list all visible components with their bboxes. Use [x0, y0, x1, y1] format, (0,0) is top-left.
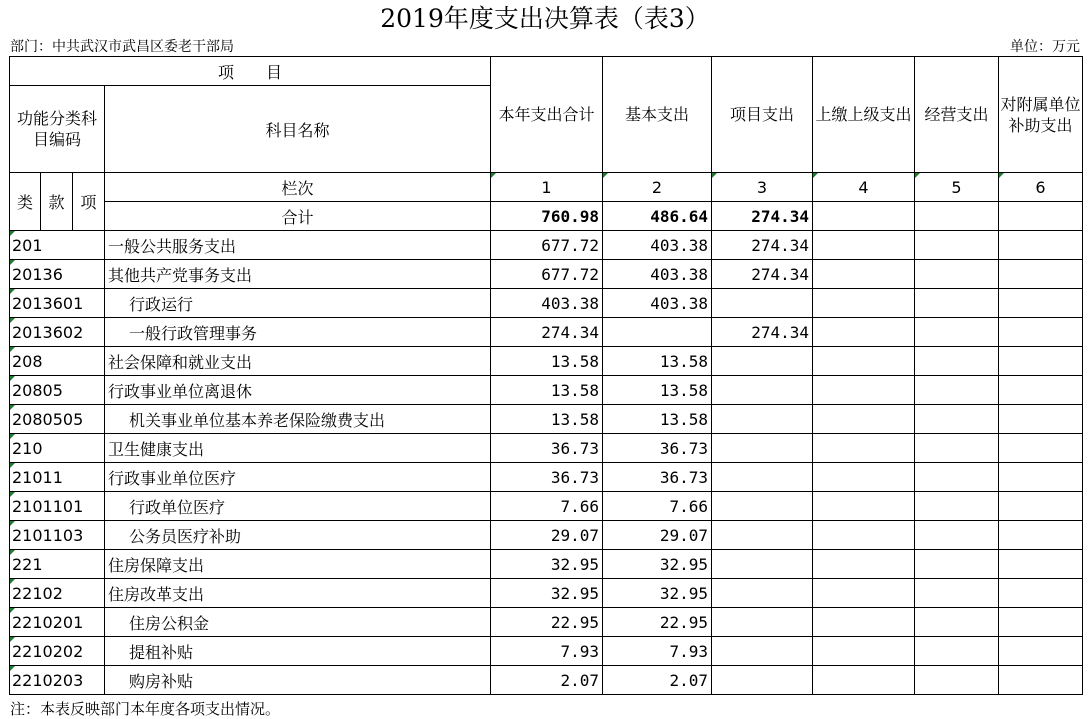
row-col4 — [813, 579, 915, 608]
header-col1: 本年支出合计 — [491, 57, 603, 173]
row-subject-name: 提租补贴 — [105, 637, 491, 666]
row-col4 — [813, 231, 915, 260]
row-col6 — [999, 318, 1083, 347]
row-code: 21011 — [10, 463, 105, 492]
row-col5 — [915, 376, 999, 405]
row-col4 — [813, 289, 915, 318]
col-number-1: 1 — [491, 173, 603, 202]
header-xiang: 项 — [73, 173, 105, 231]
row-subject-name: 机关事业单位基本养老保险缴费支出 — [105, 405, 491, 434]
row-col4 — [813, 260, 915, 289]
row-code: 2080505 — [10, 405, 105, 434]
row-col4 — [813, 405, 915, 434]
table-row — [10, 637, 1083, 666]
header-col5: 经营支出 — [915, 57, 999, 173]
header-kuan: 款 — [41, 173, 73, 231]
row-project — [712, 289, 813, 318]
header-subject-name: 科目名称 — [105, 86, 491, 173]
row-basic: 13.58 — [603, 405, 712, 434]
row-project — [712, 550, 813, 579]
row-col5 — [915, 521, 999, 550]
row-col6 — [999, 666, 1083, 695]
row-code: 2013601 — [10, 289, 105, 318]
row-col5 — [915, 260, 999, 289]
row-subject-name: 一般行政管理事务 — [105, 318, 491, 347]
total-row — [10, 202, 1083, 231]
row-col6 — [999, 347, 1083, 376]
row-col4 — [813, 318, 915, 347]
total-basic: 486.64 — [603, 202, 712, 231]
header-lanci: 栏次 — [105, 173, 491, 202]
row-total: 677.72 — [491, 231, 603, 260]
table-row — [10, 550, 1083, 579]
table-row — [10, 463, 1083, 492]
row-total: 677.72 — [491, 260, 603, 289]
row-col4 — [813, 521, 915, 550]
row-col5 — [915, 637, 999, 666]
row-total: 13.58 — [491, 376, 603, 405]
row-project — [712, 463, 813, 492]
report-title: 2019年度支出决算表（表3） — [380, 4, 710, 33]
row-project: 274.34 — [712, 260, 813, 289]
row-code: 2101103 — [10, 521, 105, 550]
table-row — [10, 492, 1083, 521]
row-basic: 7.66 — [603, 492, 712, 521]
row-col5 — [915, 608, 999, 637]
row-total: 7.93 — [491, 637, 603, 666]
total-label: 合计 — [105, 202, 491, 231]
row-project: 274.34 — [712, 231, 813, 260]
row-subject-name: 公务员医疗补助 — [105, 521, 491, 550]
row-col4 — [813, 376, 915, 405]
table-row — [10, 521, 1083, 550]
header-col6: 对附属单位补助支出 — [999, 57, 1083, 173]
row-code: 2101101 — [10, 492, 105, 521]
row-total: 36.73 — [491, 463, 603, 492]
row-subject-name: 一般公共服务支出 — [105, 231, 491, 260]
row-subject-name: 卫生健康支出 — [105, 434, 491, 463]
table-row — [10, 434, 1083, 463]
row-total: 13.58 — [491, 405, 603, 434]
row-col6 — [999, 260, 1083, 289]
row-col4 — [813, 666, 915, 695]
row-subject-name: 住房公积金 — [105, 608, 491, 637]
row-basic: 32.95 — [603, 550, 712, 579]
row-total: 403.38 — [491, 289, 603, 318]
row-col6 — [999, 434, 1083, 463]
header-func-code: 功能分类科目编码 — [10, 86, 105, 173]
row-subject-name: 住房保障支出 — [105, 550, 491, 579]
row-project — [712, 347, 813, 376]
row-col6 — [999, 550, 1083, 579]
row-total: 29.07 — [491, 521, 603, 550]
row-col4 — [813, 434, 915, 463]
row-col6 — [999, 608, 1083, 637]
row-basic: 32.95 — [603, 579, 712, 608]
footnote: 注：本表反映部门本年度各项支出情况。 — [10, 700, 281, 718]
row-project — [712, 492, 813, 521]
department-label: 部门：中共武汉市武昌区委老干部局 — [10, 39, 234, 55]
row-basic — [603, 318, 712, 347]
row-code: 2210203 — [10, 666, 105, 695]
unit-label: 单位：万元 — [1010, 39, 1080, 55]
row-col4 — [813, 347, 915, 376]
row-subject-name: 住房改革支出 — [105, 579, 491, 608]
row-col6 — [999, 376, 1083, 405]
row-code: 2210201 — [10, 608, 105, 637]
row-project — [712, 521, 813, 550]
row-subject-name: 购房补贴 — [105, 666, 491, 695]
header-col4: 上缴上级支出 — [813, 57, 915, 173]
total-amount: 760.98 — [491, 202, 603, 231]
row-code: 22102 — [10, 579, 105, 608]
row-col6 — [999, 231, 1083, 260]
row-col5 — [915, 231, 999, 260]
row-code: 221 — [10, 550, 105, 579]
total-col6 — [999, 202, 1083, 231]
row-basic: 403.38 — [603, 289, 712, 318]
row-code: 210 — [10, 434, 105, 463]
row-code: 2013602 — [10, 318, 105, 347]
row-col5 — [915, 550, 999, 579]
total-project: 274.34 — [712, 202, 813, 231]
row-col4 — [813, 637, 915, 666]
row-total: 274.34 — [491, 318, 603, 347]
row-col5 — [915, 434, 999, 463]
row-col5 — [915, 579, 999, 608]
row-col6 — [999, 405, 1083, 434]
row-col6 — [999, 521, 1083, 550]
col-number-4: 4 — [813, 173, 915, 202]
row-project — [712, 376, 813, 405]
row-col5 — [915, 463, 999, 492]
table-row — [10, 405, 1083, 434]
row-total: 32.95 — [491, 579, 603, 608]
table-row — [10, 376, 1083, 405]
row-col5 — [915, 318, 999, 347]
row-project: 274.34 — [712, 318, 813, 347]
row-project — [712, 608, 813, 637]
table-row — [10, 318, 1083, 347]
table-row — [10, 289, 1083, 318]
total-col4 — [813, 202, 915, 231]
row-basic: 22.95 — [603, 608, 712, 637]
row-basic: 36.73 — [603, 434, 712, 463]
row-code: 201 — [10, 231, 105, 260]
row-total: 36.73 — [491, 434, 603, 463]
row-project — [712, 579, 813, 608]
header-col3: 项目支出 — [712, 57, 813, 173]
row-col4 — [813, 608, 915, 637]
row-basic: 403.38 — [603, 260, 712, 289]
table-row — [10, 579, 1083, 608]
row-col6 — [999, 492, 1083, 521]
row-col5 — [915, 405, 999, 434]
row-col4 — [813, 492, 915, 521]
table-row — [10, 231, 1083, 260]
table-row — [10, 608, 1083, 637]
row-basic: 2.07 — [603, 666, 712, 695]
col-number-6: 6 — [999, 173, 1083, 202]
row-code: 20136 — [10, 260, 105, 289]
row-code: 208 — [10, 347, 105, 376]
table-row — [10, 666, 1083, 695]
col-number-2: 2 — [603, 173, 712, 202]
row-total: 22.95 — [491, 608, 603, 637]
row-col6 — [999, 289, 1083, 318]
col-number-3: 3 — [712, 173, 813, 202]
row-subject-name: 行政运行 — [105, 289, 491, 318]
row-col5 — [915, 492, 999, 521]
row-basic: 7.93 — [603, 637, 712, 666]
row-total: 7.66 — [491, 492, 603, 521]
row-total: 32.95 — [491, 550, 603, 579]
row-project — [712, 666, 813, 695]
row-basic: 403.38 — [603, 231, 712, 260]
row-code: 2210202 — [10, 637, 105, 666]
header-item: 项 目 — [10, 57, 491, 86]
row-basic: 36.73 — [603, 463, 712, 492]
row-subject-name: 行政事业单位离退休 — [105, 376, 491, 405]
row-project — [712, 434, 813, 463]
row-col6 — [999, 579, 1083, 608]
expenditure-table — [9, 56, 1083, 695]
row-col5 — [915, 347, 999, 376]
row-subject-name: 行政事业单位医疗 — [105, 463, 491, 492]
row-project — [712, 637, 813, 666]
row-col5 — [915, 289, 999, 318]
row-basic: 13.58 — [603, 376, 712, 405]
row-total: 2.07 — [491, 666, 603, 695]
row-col4 — [813, 550, 915, 579]
header-lei: 类 — [10, 173, 41, 231]
row-project — [712, 405, 813, 434]
row-basic: 13.58 — [603, 347, 712, 376]
table-row — [10, 347, 1083, 376]
row-subject-name: 社会保障和就业支出 — [105, 347, 491, 376]
row-subject-name: 行政单位医疗 — [105, 492, 491, 521]
row-subject-name: 其他共产党事务支出 — [105, 260, 491, 289]
row-total: 13.58 — [491, 347, 603, 376]
row-code: 20805 — [10, 376, 105, 405]
total-col5 — [915, 202, 999, 231]
row-col6 — [999, 463, 1083, 492]
row-col5 — [915, 666, 999, 695]
row-col6 — [999, 637, 1083, 666]
header-col2: 基本支出 — [603, 57, 712, 173]
table-row — [10, 260, 1083, 289]
row-basic: 29.07 — [603, 521, 712, 550]
row-col4 — [813, 463, 915, 492]
col-number-5: 5 — [915, 173, 999, 202]
